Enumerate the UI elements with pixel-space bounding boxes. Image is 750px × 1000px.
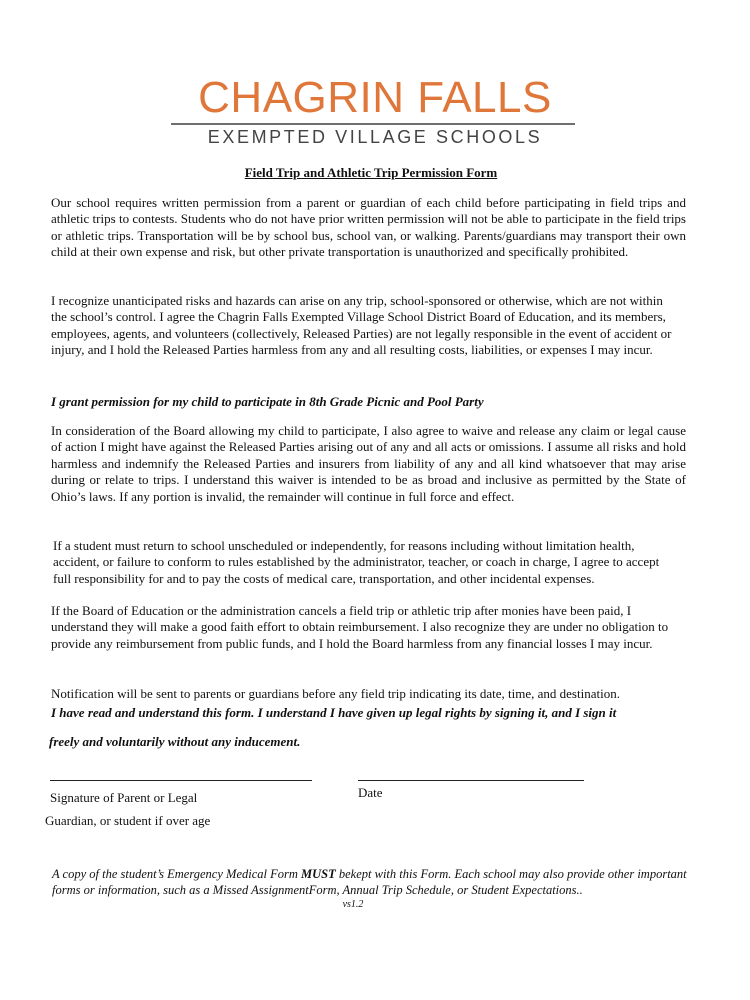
- logo-divider: [171, 123, 575, 125]
- footer-note-part-1: A copy of the student’s Emergency Medical Form: [52, 867, 302, 881]
- district-logo-name: CHAGRIN FALLS: [198, 73, 552, 122]
- notification-line: Notification will be sent to parents or guardians before any field trip indicating its date, time, and destination.: [51, 686, 620, 701]
- permission-statement: I grant permission for my child to participate in 8th Grade Picnic and Pool Party: [51, 394, 484, 409]
- acknowledgement-line-1: I have read and understand this form. I understand I have given up legal rights by signing it, and I sign it: [51, 705, 617, 720]
- cancellation-paragraph: If the Board of Education or the administration cancels a field trip or athletic trip after monies have been paid, I understand they will make a good faith effort to obtain reimbursement. I also recognize they are under no obligation to provide any reimbursement from public funds, and I hold the Board harmless from any financial losses I may incur.: [51, 603, 669, 651]
- signature-label-line-2: Guardian, or student if over age: [45, 813, 211, 828]
- waiver-paragraph: In consideration of the Board allowing my child to participate, I also agree to waive and release any claim or legal cause of action I might have against the Released Parties arising out of any and all acts or omissions. I assume all risks and hold harmless and indemnify the Released Parties and insurers from liability of any and all kind whatsoever that may arise during or relate to trips. I understand this waiver is intended to be as broad and inclusive as permitted by the State of Ohio’s laws. If any portion is invalid, the remainder will continue in full force and effect.: [51, 423, 686, 504]
- date-line[interactable]: [358, 780, 584, 781]
- acknowledgement-line-2: freely and voluntarily without any inducement.: [49, 734, 301, 749]
- form-version: vs1.2: [342, 899, 364, 910]
- date-label: Date: [358, 785, 383, 800]
- risk-paragraph: I recognize unanticipated risks and hazards can arise on any trip, school-sponsored or otherwise, which are not within the school’s control. I agree the Chagrin Falls Exempted Village School District Board of Education, and its members, employees, agents, and volunteers (collectively, Released Parties) are not legally responsible in the event of accident or injury, and I hold the Released Parties harmless from any and all resulting costs, liabilities, or expenses I may incur.: [51, 293, 672, 358]
- form-title: Field Trip and Athletic Trip Permission Form: [244, 165, 498, 180]
- footer-note-part-2: bekept with this Form. Each school may also provide other important forms or information, such as a Missed AssignmentForm, Annual Trip Schedule, or Student Expectations..: [52, 867, 687, 897]
- footer-note: [52, 866, 692, 898]
- signature-label-line-1: Signature of Parent or Legal: [50, 790, 198, 805]
- signature-line[interactable]: [50, 780, 312, 781]
- footer-must-emphasis: MUST: [301, 867, 336, 881]
- return-paragraph: If a student must return to school unscheduled or independently, for reasons including without limitation health, accident, or failure to conform to rules established by the administrator, teacher, or coach in charge, I agree to accept full responsibility for and to pay the costs of medical care, transportation, and other incidental expenses.: [53, 538, 660, 586]
- district-logo-subtitle: EXEMPTED VILLAGE SCHOOLS: [207, 127, 543, 147]
- intro-paragraph: Our school requires written permission from a parent or guardian of each child before participating in field trips and athletic trips to contests. Students who do not have prior written permission will not be able to participate in the field trips or athletic trips. Transportation will be by school bus, school van, or walking. Parents/guardians may transport their own child at their own expense and risk, but other private transportation is unauthorized and specifically prohibited.: [51, 195, 686, 260]
